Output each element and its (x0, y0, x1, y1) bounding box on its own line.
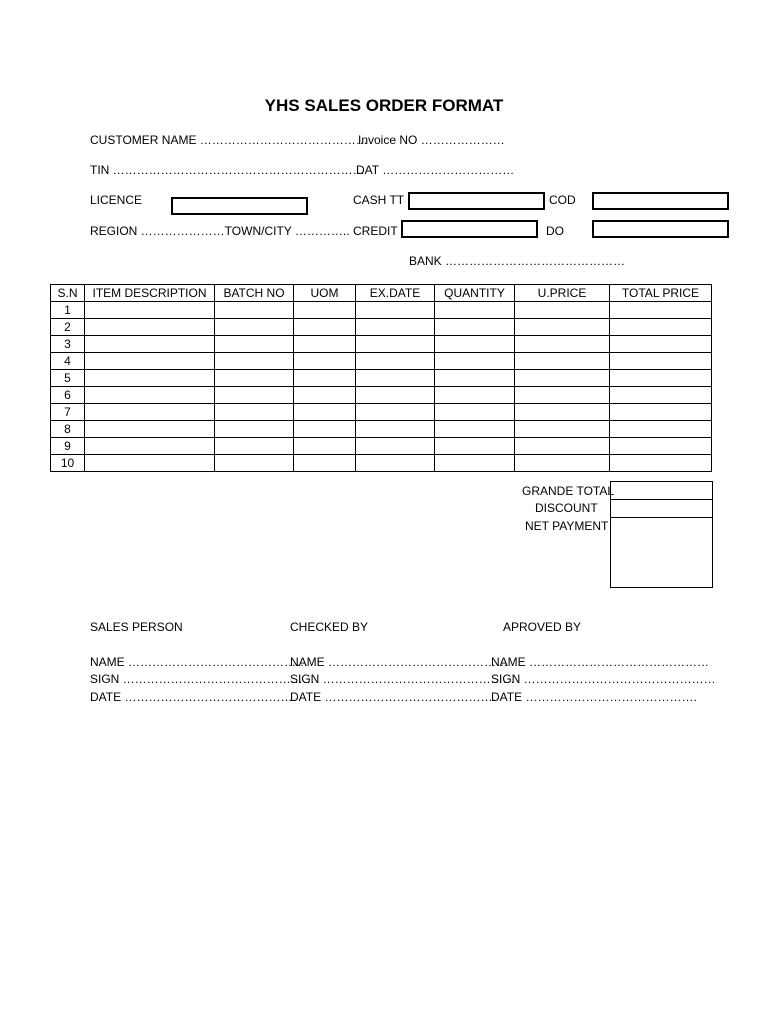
table-cell[interactable] (610, 404, 712, 421)
table-row (51, 404, 712, 421)
checked-by-sign: SIGN ………………………………………… (290, 672, 515, 686)
column-header-uom: UOM (294, 285, 356, 302)
table-row (51, 353, 712, 370)
table-cell[interactable] (610, 370, 712, 387)
row-number: 4 (51, 353, 85, 370)
table-cell[interactable] (356, 353, 435, 370)
table-header-row (51, 285, 712, 302)
table-cell[interactable] (356, 404, 435, 421)
dat-field: DAT …………………………… (356, 163, 515, 177)
table-cell[interactable] (515, 404, 610, 421)
column-header-item-description: ITEM DESCRIPTION (85, 285, 215, 302)
table-cell[interactable] (515, 455, 610, 472)
region-town-field: REGION …………………TOWN/CITY ………….. (90, 224, 350, 238)
approved-by-heading: APROVED BY (503, 620, 582, 634)
table-cell[interactable] (610, 455, 712, 472)
sales-person-heading: SALES PERSON (90, 620, 183, 634)
table-cell[interactable] (435, 353, 515, 370)
row-number: 7 (51, 404, 85, 421)
column-header-quantity: QUANTITY (435, 285, 515, 302)
table-cell[interactable] (85, 353, 215, 370)
table-row (51, 319, 712, 336)
column-header-ex-date: EX.DATE (356, 285, 435, 302)
row-number: 5 (51, 370, 85, 387)
table-cell[interactable] (515, 353, 610, 370)
cash-tt-label: CASH TT (353, 193, 405, 207)
column-header-batch-no: BATCH NO (215, 285, 294, 302)
invoice-no-field: Invoice NO ………………… (358, 133, 505, 147)
table-cell[interactable] (435, 421, 515, 438)
sales-person-sign: SIGN ………………………………………… (90, 672, 315, 686)
table-row (51, 302, 712, 319)
table-cell[interactable] (515, 336, 610, 353)
table-row (51, 336, 712, 353)
table-cell[interactable] (215, 353, 294, 370)
page-title: YHS SALES ORDER FORMAT (264, 96, 504, 115)
table-cell[interactable] (435, 319, 515, 336)
row-number: 10 (51, 455, 85, 472)
customer-name-field: CUSTOMER NAME …………………………………… (90, 133, 368, 147)
table-cell[interactable] (610, 387, 712, 404)
table-cell[interactable] (85, 421, 215, 438)
table-cell[interactable] (294, 370, 356, 387)
table-cell[interactable] (435, 387, 515, 404)
table-cell[interactable] (515, 302, 610, 319)
table-cell[interactable] (85, 455, 215, 472)
table-row (51, 438, 712, 455)
table-cell[interactable] (435, 336, 515, 353)
checked-by-heading: CHECKED BY (290, 620, 369, 634)
licence-box[interactable] (171, 197, 308, 215)
grande-total-label: GRANDE TOTAL (522, 484, 615, 498)
table-cell[interactable] (435, 404, 515, 421)
tin-field: TIN ……………………………………………………… (90, 163, 365, 177)
credit-box[interactable] (401, 220, 538, 238)
table-cell[interactable] (610, 336, 712, 353)
approved-by-sign: SIGN ………………………………………… (491, 672, 716, 686)
table-cell[interactable] (610, 302, 712, 319)
table-row (51, 387, 712, 404)
cash-tt-box[interactable] (408, 192, 545, 210)
table-cell[interactable] (85, 336, 215, 353)
table-cell[interactable] (356, 438, 435, 455)
row-number: 3 (51, 336, 85, 353)
table-cell[interactable] (215, 387, 294, 404)
table-cell[interactable] (215, 455, 294, 472)
totals-table (610, 481, 713, 588)
table-cell[interactable] (435, 302, 515, 319)
table-cell[interactable] (515, 438, 610, 455)
table-cell[interactable] (294, 438, 356, 455)
row-number: 6 (51, 387, 85, 404)
table-cell[interactable] (610, 353, 712, 370)
items-table (50, 284, 712, 472)
table-cell[interactable] (215, 302, 294, 319)
row-number: 2 (51, 319, 85, 336)
table-cell[interactable] (294, 336, 356, 353)
discount-cell[interactable] (611, 500, 713, 518)
table-cell[interactable] (610, 438, 712, 455)
row-number: 9 (51, 438, 85, 455)
table-cell[interactable] (515, 421, 610, 438)
credit-label: CREDIT (353, 224, 398, 238)
sales-person-name: NAME ……………………………………… (90, 655, 309, 669)
table-cell[interactable] (356, 421, 435, 438)
table-cell[interactable] (215, 336, 294, 353)
table-cell[interactable] (215, 404, 294, 421)
table-cell[interactable] (85, 319, 215, 336)
table-cell[interactable] (85, 302, 215, 319)
net-payment-cell[interactable] (611, 518, 713, 588)
table-cell[interactable] (85, 387, 215, 404)
table-cell[interactable] (356, 387, 435, 404)
table-cell[interactable] (515, 387, 610, 404)
table-row (51, 370, 712, 387)
table-cell[interactable] (435, 455, 515, 472)
table-cell[interactable] (435, 438, 515, 455)
do-label: DO (546, 224, 564, 238)
table-cell[interactable] (294, 421, 356, 438)
table-row (51, 455, 712, 472)
checked-by-date: DATE ……………………………………. (290, 690, 496, 704)
table-cell[interactable] (294, 353, 356, 370)
column-header-sn: S.N (51, 285, 85, 302)
table-cell[interactable] (610, 421, 712, 438)
row-number: 8 (51, 421, 85, 438)
grande-total-cell[interactable] (611, 482, 713, 500)
table-cell[interactable] (294, 404, 356, 421)
table-cell[interactable] (215, 421, 294, 438)
table-cell[interactable] (294, 387, 356, 404)
cod-box[interactable] (592, 192, 729, 210)
table-cell[interactable] (515, 319, 610, 336)
table-cell[interactable] (215, 370, 294, 387)
table-row (51, 421, 712, 438)
table-cell[interactable] (610, 319, 712, 336)
table-cell[interactable] (294, 319, 356, 336)
table-cell[interactable] (356, 319, 435, 336)
table-cell[interactable] (294, 302, 356, 319)
table-cell[interactable] (294, 455, 356, 472)
approved-by-name: NAME ……………………………………… (491, 655, 710, 669)
table-cell[interactable] (356, 302, 435, 319)
checked-by-name: NAME ……………………………………… (290, 655, 509, 669)
net-payment-label: NET PAYMENT (525, 519, 609, 533)
do-box[interactable] (592, 220, 729, 238)
bank-field: BANK ……………………………………… (409, 254, 626, 268)
row-number: 1 (51, 302, 85, 319)
sales-person-date: DATE ……………………………………. (90, 690, 296, 704)
table-cell[interactable] (85, 370, 215, 387)
table-cell[interactable] (356, 455, 435, 472)
licence-label: LICENCE (90, 193, 143, 207)
table-cell[interactable] (85, 438, 215, 455)
column-header-unit-price: U.PRICE (515, 285, 610, 302)
column-header-total-price: TOTAL PRICE (610, 285, 712, 302)
discount-label: DISCOUNT (535, 501, 598, 515)
table-cell[interactable] (515, 370, 610, 387)
table-cell[interactable] (85, 404, 215, 421)
table-cell[interactable] (215, 438, 294, 455)
table-cell[interactable] (215, 319, 294, 336)
cod-label: COD (549, 193, 576, 207)
table-cell[interactable] (356, 370, 435, 387)
table-cell[interactable] (356, 336, 435, 353)
approved-by-date: DATE ……………………………………. (491, 690, 697, 704)
table-cell[interactable] (435, 370, 515, 387)
